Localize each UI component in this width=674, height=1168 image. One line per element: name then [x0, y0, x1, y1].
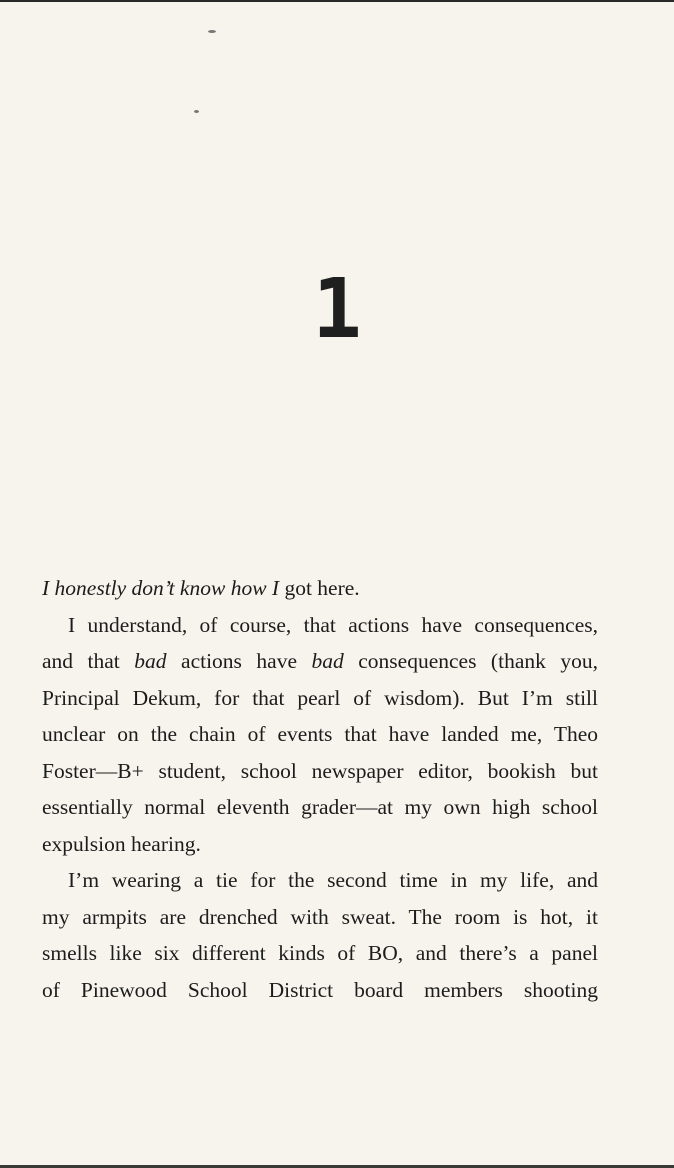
chapter-number: 1 [312, 262, 362, 357]
text-line: of Pinewood School District board members shooting [42, 977, 598, 1002]
text-line: unclear on the chain of events that have landed me, Theo [42, 722, 598, 746]
chapter-body-text [42, 570, 598, 1008]
text-span: and that [42, 649, 135, 673]
text-line: smells like six different kinds of BO, and there’s a panel [42, 941, 598, 965]
text-line: I’m wearing a tie for the second time in my life, and [68, 868, 598, 892]
text-line: Principal Dekum, for that pearl of wisdom). But I’m still [42, 685, 598, 710]
text-span: actions have [166, 649, 312, 673]
text-line: I understand, of course, that actions have consequences, [68, 612, 598, 637]
ink-speck [194, 110, 199, 113]
text-span: got here. [279, 576, 360, 600]
italic-phrase: I honestly don’t know how I [42, 576, 280, 600]
text-line: essentially normal eleventh grader—at my own high school [42, 795, 598, 819]
text-line [42, 570, 598, 607]
ink-speck [208, 30, 216, 33]
text-line: my armpits are drenched with sweat. The room is hot, it [42, 904, 598, 929]
italic-word: bad [134, 649, 167, 673]
text-span: consequences (thank you, [343, 649, 598, 673]
text-line: expulsion hearing. [42, 831, 201, 856]
text-line [42, 643, 598, 680]
text-line: Foster—B+ student, school newspaper editor, bookish but [42, 758, 598, 783]
italic-word: bad [311, 649, 344, 673]
